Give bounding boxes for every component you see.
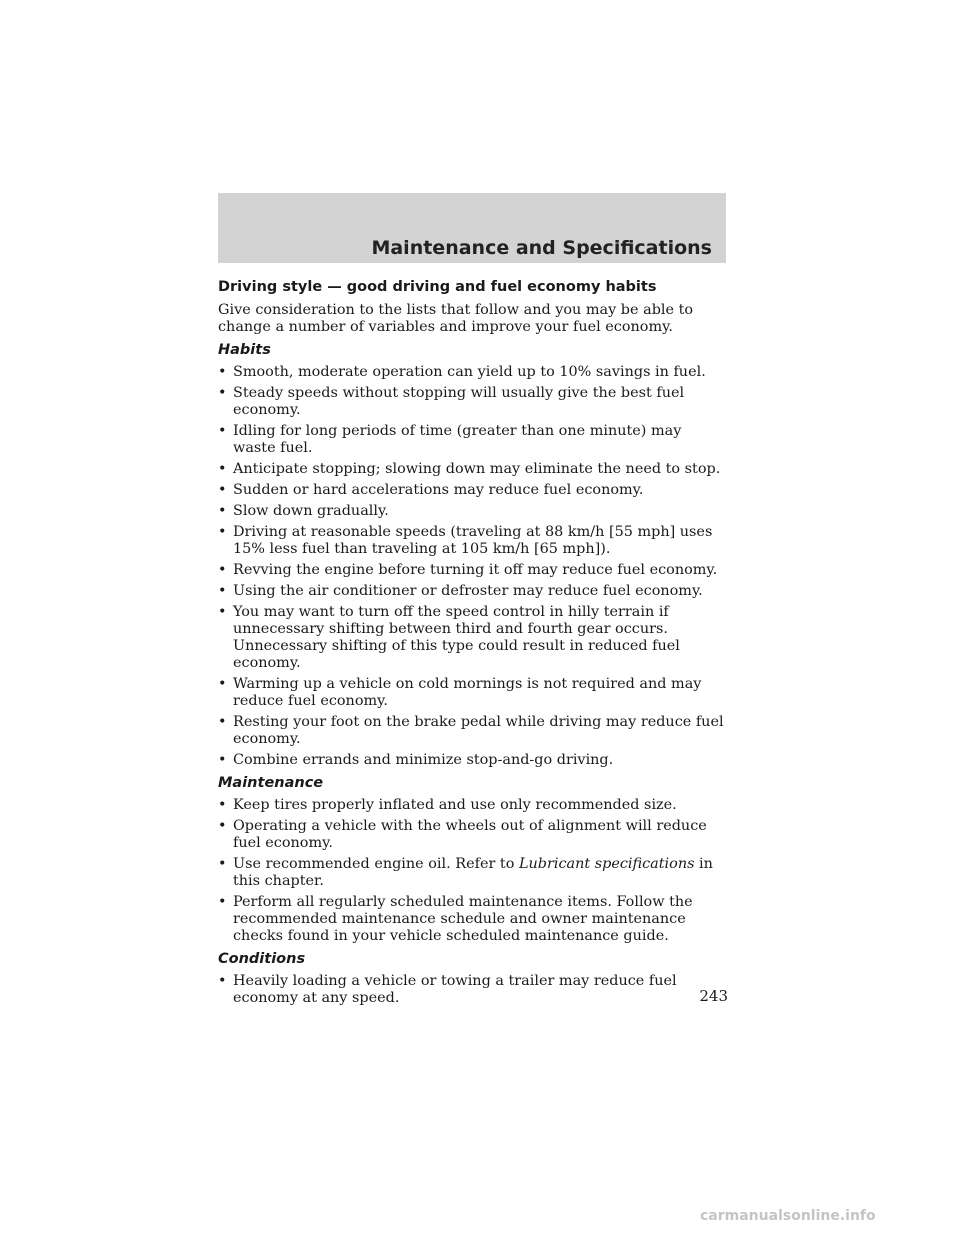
list-item-oil (218, 856, 728, 890)
list-item: • Steady speeds without stopping will usually give the best fuel economy. (218, 385, 728, 419)
list-item: • Driving at reasonable speeds (traveling at 88 km/h [55 mph] uses 15% less fuel than traveling at 105 km/h [65 mph]). (218, 524, 728, 558)
list-item: • Warming up a vehicle on cold mornings is not required and may reduce fuel economy. (218, 676, 728, 710)
intro-paragraph: Give consideration to the lists that follow and you may be able to change a number of variables and improve your fuel economy. (218, 302, 694, 335)
conditions-list (218, 973, 728, 1007)
section-header-band (218, 193, 726, 263)
page-content (218, 279, 728, 1011)
list-item: • Resting your foot on the brake pedal while driving may reduce fuel economy. (218, 714, 728, 748)
list-item: • Sudden or hard accelerations may reduce fuel economy. (218, 482, 728, 499)
list-item: • Revving the engine before turning it off may reduce fuel economy. (218, 562, 728, 579)
list-item: • Combine errands and minimize stop-and-go driving. (218, 752, 728, 769)
conditions-subheading: Conditions (218, 951, 306, 967)
list-item: • Heavily loading a vehicle or towing a trailer may reduce fuel economy at any speed. (218, 973, 728, 1007)
oil-ref-text: Use recommended engine oil. Refer to (233, 856, 515, 872)
lubricant-specifications-link[interactable]: Lubricant specifications (518, 856, 695, 872)
oil-ref-suffix: in this chapter. (233, 856, 713, 889)
maintenance-subheading: Maintenance (218, 775, 324, 791)
page-heading: Driving style — good driving and fuel economy habits (218, 279, 657, 295)
list-item: • Smooth, moderate operation can yield up to 10% savings in fuel. (218, 364, 728, 381)
maintenance-list (218, 797, 728, 945)
list-item: • Using the air conditioner or defroster may reduce fuel economy. (218, 583, 728, 600)
list-item: • Perform all regularly scheduled maintenance items. Follow the recommended maintenance schedule and owner maintenance checks found in your vehicle scheduled maintenance guide. (218, 894, 728, 945)
watermark-text: carmanualsonline.info (700, 1208, 876, 1224)
list-item: • Keep tires properly inflated and use only recommended size. (218, 797, 728, 814)
list-item: • Operating a vehicle with the wheels out of alignment will reduce fuel economy. (218, 818, 728, 852)
list-item: • Slow down gradually. (218, 503, 728, 520)
list-item: • Anticipate stopping; slowing down may eliminate the need to stop. (218, 461, 728, 478)
page-number: 243 (699, 987, 728, 1005)
habits-subheading: Habits (218, 342, 271, 358)
list-item: • You may want to turn off the speed control in hilly terrain if unnecessary shifting between third and fourth gear occurs. Unnecessary shifting of this type could result in reduced fuel economy. (218, 604, 728, 672)
habits-list (218, 364, 728, 769)
list-item: • Idling for long periods of time (greater than one minute) may waste fuel. (218, 423, 728, 457)
section-title: Maintenance and Specifications (371, 237, 712, 259)
